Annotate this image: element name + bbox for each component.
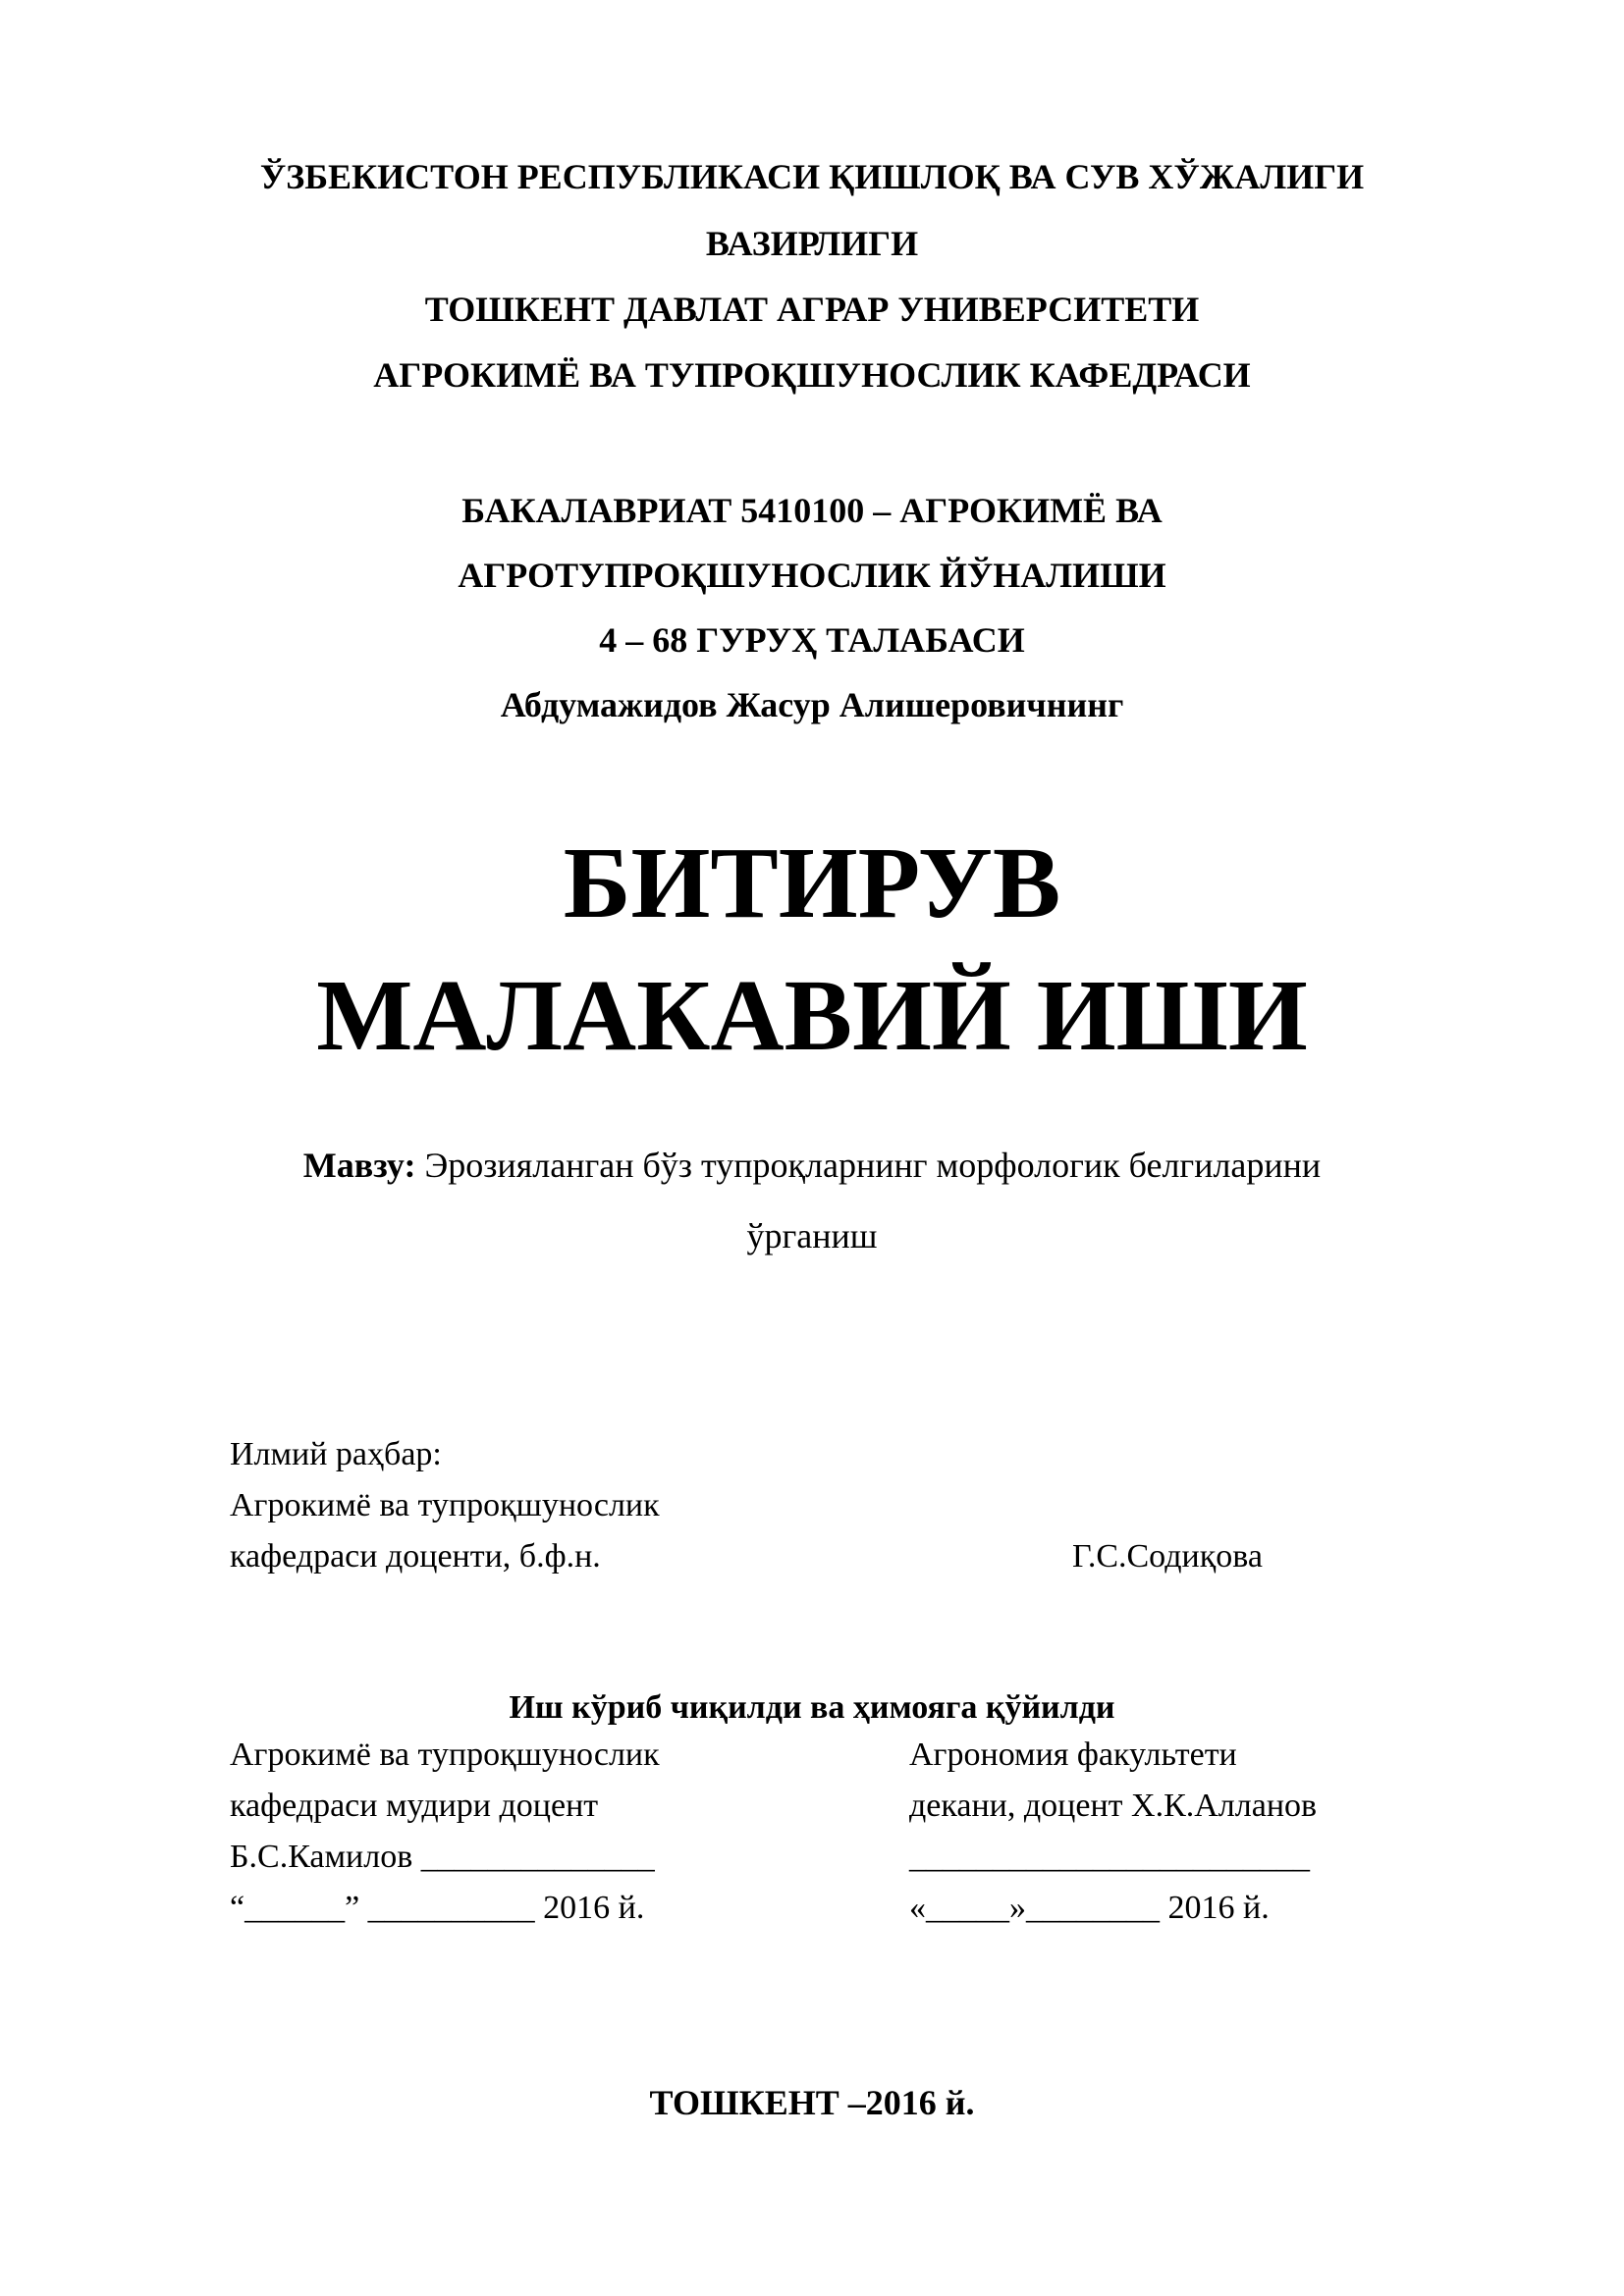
topic-text-1: Эрозияланган бўз тупроқларнинг морфологик белгиларини xyxy=(415,1146,1322,1185)
dean-signature-line: ________________________ xyxy=(909,1839,1310,1875)
head-of-dept-name xyxy=(230,1838,655,1877)
head-of-dept-date: “______” __________ 2016 й. xyxy=(230,1890,645,1926)
dean-date: «_____»________ 2016 й. xyxy=(909,1890,1270,1926)
dean-line-2: декани, доцент Х.К.Алланов xyxy=(909,1788,1318,1824)
student-name: Абдумажидов Жасур Алишеровичнинг xyxy=(500,685,1124,724)
topic-line-1 xyxy=(0,1145,1624,1186)
program-line-1: БАКАЛАВРИАТ 5410100 – АГРОКИМЁ ВА xyxy=(461,491,1163,530)
topic-label: Мавзу: xyxy=(302,1146,416,1185)
city-year: ТОШКЕНТ –2016 й. xyxy=(649,2083,975,2122)
ministry-line-2: ВАЗИРЛИГИ xyxy=(705,224,919,263)
supervisor-dept: Агрокимё ва тупроқшунослик xyxy=(230,1487,660,1523)
ministry-line-1: ЎЗБЕКИСТОН РЕСПУБЛИКАСИ ҚИШЛОҚ ВА СУВ ХЎЖАЛИГИ xyxy=(259,157,1365,196)
title-line-1: БИТИРУВ xyxy=(563,827,1061,939)
title-line-2: МАЛАКАВИЙ ИШИ xyxy=(316,959,1308,1072)
head-of-dept-line-2: кафедраси мудири доцент xyxy=(230,1788,599,1824)
topic-line-2: ўрганиш xyxy=(746,1216,878,1255)
supervisor-label: Илмий раҳбар: xyxy=(230,1436,442,1472)
approval-heading: Иш кўриб чиқилди ва ҳимояга қўйилди xyxy=(509,1689,1115,1726)
head-of-dept-name-text: Б.С.Камилов __ xyxy=(230,1839,455,1875)
head-of-dept-line-1: Агрокимё ва тупроқшунослик xyxy=(230,1736,660,1773)
head-of-dept-signature-line: ____________ xyxy=(454,1839,655,1875)
dean-line-1: Агрономия факультети xyxy=(909,1736,1237,1773)
department-name: АГРОКИМЁ ВА ТУПРОҚШУНОСЛИК КАФЕДРАСИ xyxy=(373,355,1251,395)
group-line: 4 – 68 ГУРУҲ ТАЛАБАСИ xyxy=(599,620,1025,660)
supervisor-name: Г.С.Содиқова xyxy=(1072,1538,1263,1575)
supervisor-position: кафедраси доценти, б.ф.н. xyxy=(230,1538,601,1575)
university-name: ТОШКЕНТ ДАВЛАТ АГРАР УНИВЕРСИТЕТИ xyxy=(424,290,1200,329)
program-line-2: АГРОТУПРОҚШУНОСЛИК ЙЎНАЛИШИ xyxy=(458,556,1166,595)
